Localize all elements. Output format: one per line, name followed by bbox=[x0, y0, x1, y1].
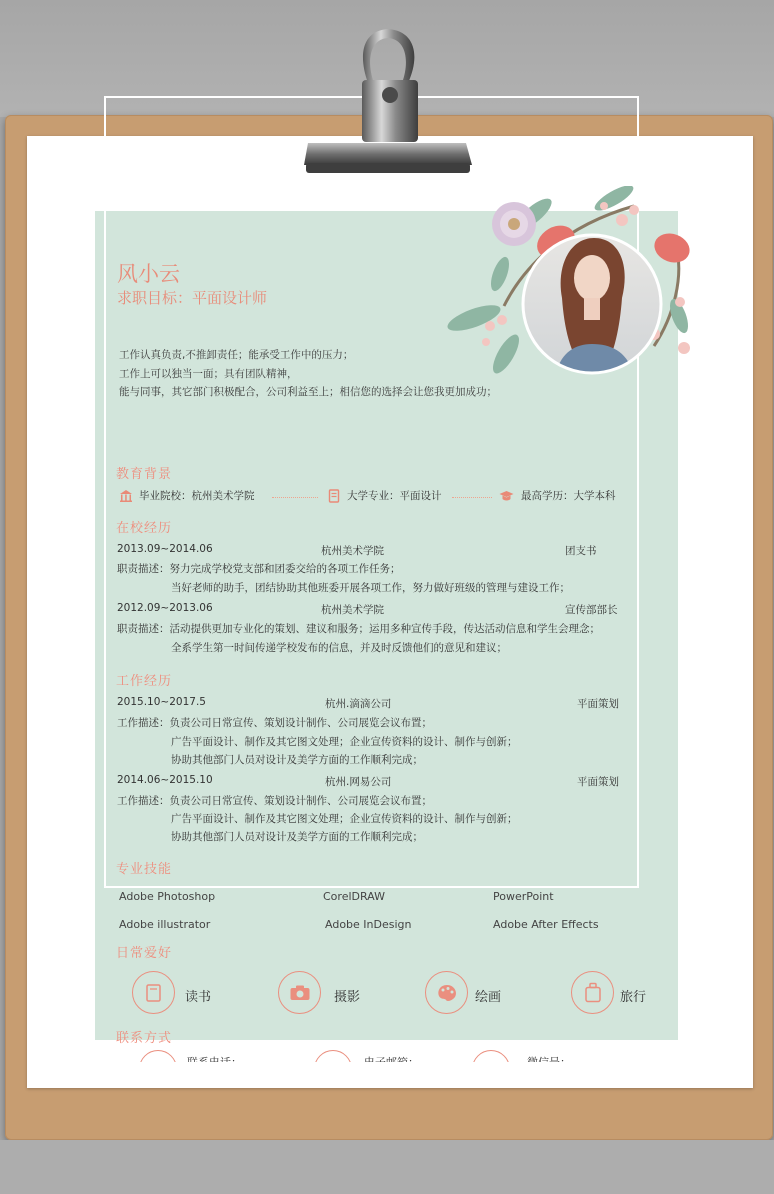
hobby-reading bbox=[132, 971, 175, 1014]
campus-period: 2012.09~2013.06 bbox=[117, 602, 213, 614]
edu-degree-text: 最高学历：大学本科 bbox=[521, 490, 616, 502]
hobby-label: 读书 bbox=[185, 990, 212, 1005]
work-org: 杭州.网易公司 bbox=[325, 776, 392, 788]
work-desc: 协助其他部门人员对设计及美学方面的工作顺利完成； bbox=[171, 754, 423, 766]
work-desc: 广告平面设计、制作及其它图文处理；企业宣传资料的设计、制作与创新； bbox=[171, 736, 518, 748]
campus-period: 2013.09~2014.06 bbox=[117, 543, 213, 555]
binder-clip-icon bbox=[296, 25, 478, 177]
campus-title: 在校经历 bbox=[116, 521, 173, 536]
campus-desc: 职责描述：活动提供更加专业化的策划、建议和服务；运用多种宣传手段，传达活动信息和学生会理念； bbox=[117, 623, 600, 635]
skill-item: PowerPoint bbox=[493, 890, 554, 903]
paper-bottom bbox=[27, 1062, 753, 1088]
portrait-wreath bbox=[444, 186, 696, 382]
luggage-icon bbox=[584, 982, 602, 1004]
campus-role: 宣传部部长 bbox=[565, 604, 618, 616]
work-desc: 广告平面设计、制作及其它图文处理；企业宣传资料的设计、制作与创新； bbox=[171, 813, 518, 825]
skill-item: CorelDRAW bbox=[323, 890, 385, 903]
work-period: 2015.10~2017.5 bbox=[117, 696, 206, 708]
work-period: 2014.06~2015.10 bbox=[117, 774, 213, 786]
job-goal: 求职目标：平面设计师 bbox=[117, 289, 268, 307]
hobby-travel bbox=[571, 971, 614, 1014]
work-org: 杭州.滴滴公司 bbox=[325, 698, 392, 710]
campus-role: 团支书 bbox=[565, 545, 597, 557]
divider-dots bbox=[452, 497, 492, 498]
edu-major-text: 大学专业：平面设计 bbox=[347, 490, 442, 502]
hobby-label: 绘画 bbox=[475, 990, 502, 1005]
intro-line: 工作认真负责,不推卸责任；能承受工作中的压力； bbox=[119, 349, 354, 361]
campus-desc: 全系学生第一时间传递学校发布的信息，并及时反馈他们的意见和建议； bbox=[171, 642, 507, 654]
background-floor bbox=[0, 1140, 774, 1194]
skill-item: Adobe InDesign bbox=[325, 918, 412, 931]
work-title: 工作经历 bbox=[116, 674, 173, 689]
campus-desc: 当好老师的助手，团结协助其他班委开展各项工作，努力做好班级的管理与建设工作； bbox=[171, 582, 570, 594]
book-icon bbox=[145, 983, 163, 1003]
document-icon bbox=[327, 489, 341, 503]
divider-dots bbox=[272, 497, 318, 498]
hobby-label: 旅行 bbox=[620, 990, 647, 1005]
graduation-cap-icon bbox=[498, 489, 515, 503]
campus-desc: 职责描述：努力完成学校党支部和团委交给的各项工作任务； bbox=[117, 563, 401, 575]
hobbies-title: 日常爱好 bbox=[116, 946, 173, 961]
palette-icon bbox=[436, 983, 458, 1003]
candidate-name: 风小云 bbox=[117, 262, 180, 286]
edu-major bbox=[327, 488, 442, 503]
camera-icon bbox=[289, 984, 311, 1002]
edu-school bbox=[119, 488, 255, 503]
skill-item: Adobe Photoshop bbox=[119, 890, 216, 903]
edu-degree bbox=[498, 488, 616, 503]
work-desc: 工作描述：负责公司日常宣传、策划设计制作、公司展览会议布置； bbox=[117, 795, 432, 807]
work-role: 平面策划 bbox=[577, 698, 619, 710]
skills-title: 专业技能 bbox=[116, 862, 173, 877]
work-desc: 工作描述：负责公司日常宣传、策划设计制作、公司展览会议布置； bbox=[117, 717, 432, 729]
hobby-label: 摄影 bbox=[334, 990, 361, 1005]
work-role: 平面策划 bbox=[577, 776, 619, 788]
contact-title: 联系方式 bbox=[116, 1031, 173, 1046]
edu-school-text: 毕业院校：杭州美术学院 bbox=[139, 490, 255, 502]
intro-line: 工作上可以独当一面；具有团队精神， bbox=[119, 368, 298, 380]
campus-org: 杭州美术学院 bbox=[321, 545, 384, 557]
school-icon bbox=[119, 489, 133, 503]
education-title: 教育背景 bbox=[116, 467, 173, 482]
intro-line: 能与同事，其它部门积极配合，公司利益至上；相信您的选择会让您我更加成功； bbox=[119, 386, 497, 398]
hobby-painting bbox=[425, 971, 468, 1014]
work-desc: 协助其他部门人员对设计及美学方面的工作顺利完成； bbox=[171, 831, 423, 843]
hobby-photography bbox=[278, 971, 321, 1014]
skill-item: Adobe illustrator bbox=[119, 918, 211, 931]
skill-item: Adobe After Effects bbox=[493, 918, 599, 931]
campus-org: 杭州美术学院 bbox=[321, 604, 384, 616]
